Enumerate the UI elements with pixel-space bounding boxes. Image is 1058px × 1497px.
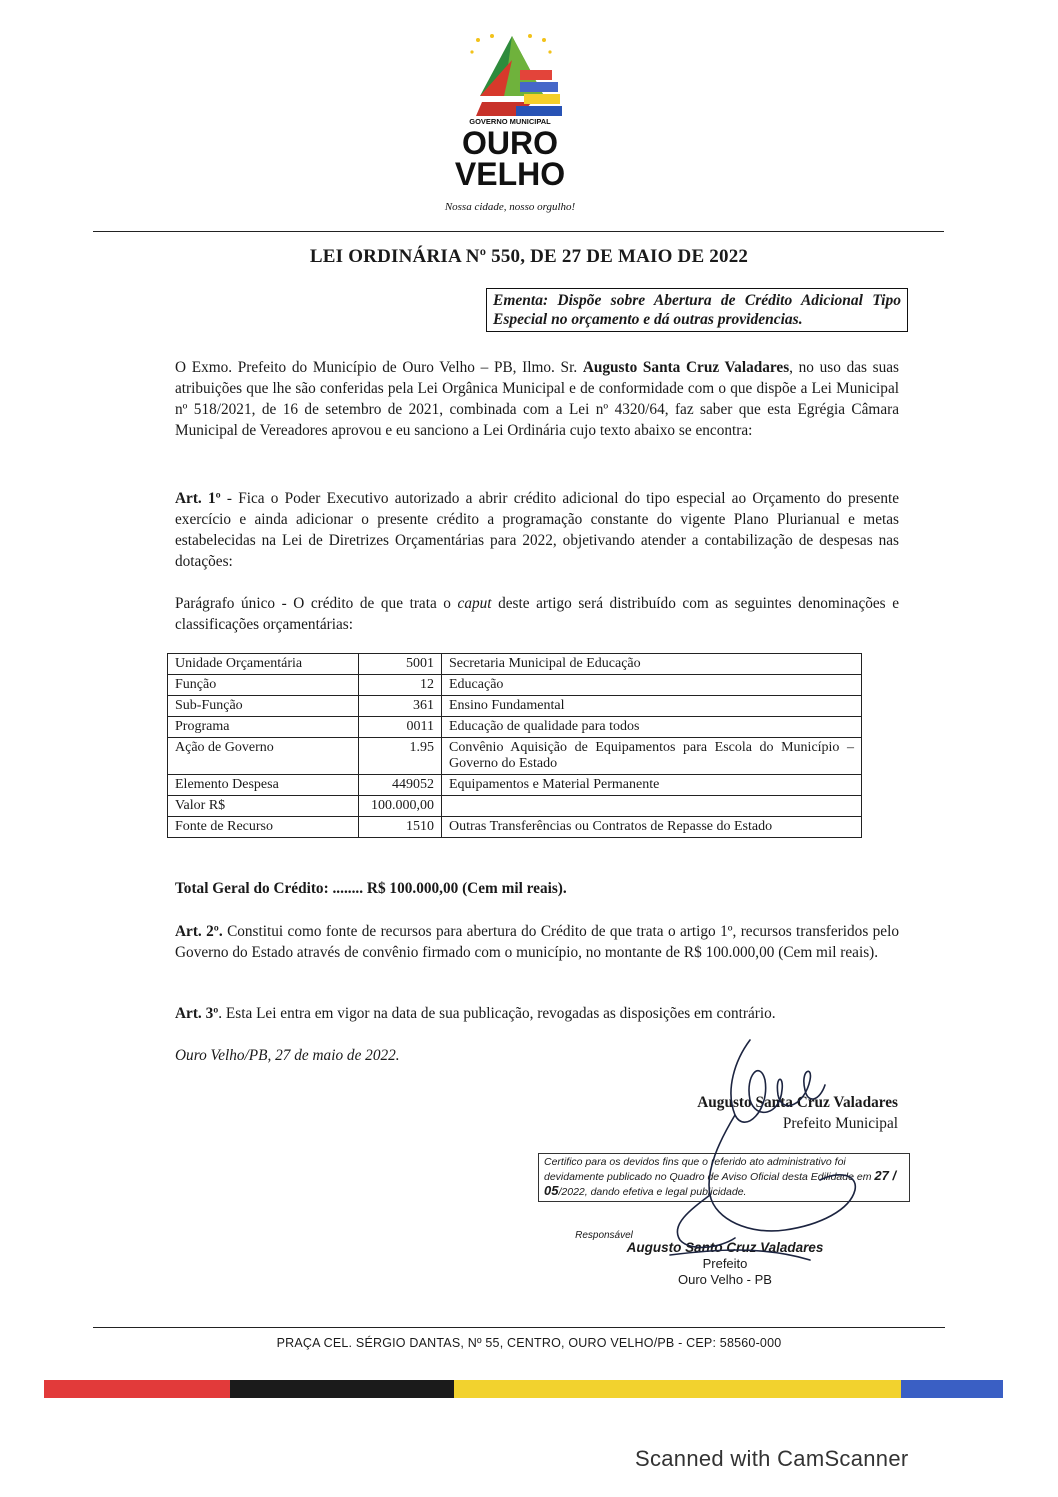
row-code: 449052 [359, 775, 442, 796]
row-label: Programa [168, 717, 359, 738]
row-label: Unidade Orçamentária [168, 654, 359, 675]
article-3-text: . Esta Lei entra em vigor na data de sua publicação, revogadas as disposições em contrário. [218, 1005, 776, 1022]
row-code: 361 [359, 696, 442, 717]
flag-band-red [44, 1380, 230, 1398]
article-1-text: - Fica o Poder Executivo autorizado a abrir crédito adicional do tipo especial ao Orçamento do presente exercício e ainda adicionar o presente crédito a programação constante do vigente Plano Plurianual e metas estabelecidas na Lei de Diretrizes Orçamentárias para 2022, objetivando atender a contabilização de despesas nas dotações: [175, 490, 900, 570]
row-code: 1.95 [359, 738, 442, 775]
row-label: Ação de Governo [168, 738, 359, 775]
triangle-mountain-emblem-icon [420, 30, 600, 220]
intro-paragraph [175, 357, 899, 441]
caput-word: caput [457, 595, 492, 612]
stamp-role: Prefeito [702, 1256, 748, 1271]
article-2-label: Art. 2º. [175, 923, 223, 940]
row-label: Valor R$ [168, 796, 359, 817]
row-code: 12 [359, 675, 442, 696]
row-label: Elemento Despesa [168, 775, 359, 796]
footer-divider [93, 1327, 945, 1328]
row-label: Função [168, 675, 359, 696]
row-label: Sub-Função [168, 696, 359, 717]
row-code: 0011 [359, 717, 442, 738]
article-1 [175, 488, 899, 572]
table-row [168, 796, 862, 817]
article-2 [175, 921, 899, 963]
stamp-city: Ouro Velho - PB [678, 1272, 772, 1287]
table-row [168, 817, 862, 838]
logo-name-line2: VELHO [454, 156, 566, 192]
signer-role: Prefeito Municipal [782, 1115, 898, 1132]
table-row [168, 654, 862, 675]
table-row [168, 675, 862, 696]
table-row [168, 738, 862, 775]
intro-text-2: , no uso das suas atribuições que lhe são conferidas pela Lei Orgânica Municipal e de conformidade com o que dispõe a Lei Municipal nº 518/2021, de 16 de setembro de 2021, combinada com a Lei nº 4320/64, faz saber que esta Egrégia Câmara Municipal de Vereadores aprovou e eu sanciono a Lei Ordinária cujo texto abaixo se encontra: [175, 359, 899, 439]
stamp-name: Augusto Santo Cruz Valadares [626, 1240, 824, 1255]
municipal-logo [420, 30, 600, 220]
article-2-text: Constitui como fonte de recursos para abertura do Crédito de que trata o artigo 1º, recursos transferidos pelo Governo do Estado através de convênio firmado com o município, no montante de R$ 100.000,00 (Cem mil reais). [175, 923, 899, 961]
ementa-box: Ementa: Dispõe sobre Abertura de Crédito Adicional Tipo Especial no orçamento e dá outras providencias. [486, 288, 908, 332]
responsavel-label: Responsável [575, 1230, 633, 1241]
article-3-label: Art. 3º [175, 1005, 219, 1022]
table-row [168, 696, 862, 717]
header-divider [93, 231, 944, 232]
logo-slogan: Nossa cidade, nosso orgulho! [444, 201, 576, 213]
cert-text-2: /2022, dando efetiva e legal publicidade. [558, 1186, 747, 1198]
budget-table [167, 653, 862, 838]
flag-band-yellow [454, 1380, 901, 1398]
row-description [442, 796, 862, 817]
cert-text-1: Certifico para os devidos fins que o referido ato administrativo foi devidamente publicado no Quadro de Aviso Oficial desta Edilidade em [544, 1156, 875, 1183]
row-description: Convênio Aquisição de Equipamentos para Escola do Município – Governo do Estado [442, 738, 862, 775]
paragrafo-text-2: deste artigo será distribuído com as seguintes denominações e classificações orçamentárias: [175, 595, 899, 633]
table-row [168, 775, 862, 796]
signer-name: Augusto Santa Cruz Valadares [697, 1094, 898, 1111]
article-1-label: Art. 1º [175, 490, 221, 507]
paragrafo-text-1: Parágrafo único - O crédito de que trata o [175, 595, 458, 612]
cert-date: 27 / 05 [544, 1168, 897, 1198]
footer-address: PRAÇA CEL. SÉRGIO DANTAS, Nº 55, CENTRO, OURO VELHO/PB - CEP: 58560-000 [276, 1336, 782, 1350]
row-code: 100.000,00 [359, 796, 442, 817]
city-date: Ouro Velho/PB, 27 de maio de 2022. [175, 1047, 400, 1064]
paragrafo-unico [175, 593, 899, 635]
mayor-name: Augusto Santa Cruz Valadares [582, 359, 790, 376]
row-description: Outras Transferências ou Contratos de Repasse do Estado [442, 817, 862, 838]
total-credit: Total Geral do Crédito: ........ R$ 100.000,00 (Cem mil reais). [175, 880, 567, 897]
logo-name-line1: OURO [462, 125, 558, 161]
handwritten-signature [520, 1020, 920, 1270]
camscanner-watermark: Scanned with CamScanner [635, 1446, 909, 1471]
law-title: LEI ORDINÁRIA Nº 550, DE 27 DE MAIO DE 2022 [309, 246, 749, 267]
row-description: Secretaria Municipal de Educação [442, 654, 862, 675]
row-description: Equipamentos e Material Permanente [442, 775, 862, 796]
row-description: Educação [442, 675, 862, 696]
row-code: 1510 [359, 817, 442, 838]
flag-band-black [230, 1380, 454, 1398]
logo-org-line: GOVERNO MUNICIPAL [469, 117, 551, 126]
flag-band-blue [901, 1380, 1003, 1398]
row-label: Fonte de Recurso [168, 817, 359, 838]
row-description: Educação de qualidade para todos [442, 717, 862, 738]
row-description: Ensino Fundamental [442, 696, 862, 717]
intro-text-1: O Exmo. Prefeito do Município de Ouro Velho – PB, Ilmo. Sr. [175, 359, 583, 376]
table-row [168, 717, 862, 738]
row-code: 5001 [359, 654, 442, 675]
